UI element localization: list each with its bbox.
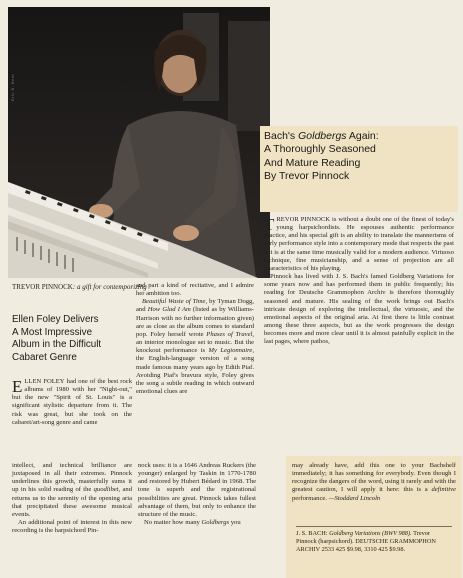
text-run: (listed as by Williams-Harrison with no further information given) are as close as the album comes to standard pop. Foley herself wrote bbox=[136, 306, 254, 338]
divider-rule bbox=[296, 526, 452, 527]
text-run: , and returns us to the serenity of the opening aria that precipitated these awesome musical events. bbox=[12, 486, 132, 518]
song-title: My Legionnaire bbox=[208, 347, 253, 355]
disco-cassette: 3310 425 $9.98. bbox=[364, 545, 406, 553]
goldbergs-term: Goldbergs bbox=[201, 519, 230, 527]
foley-col2-p1: and part a kind of recitative, and I admire her ambition too. bbox=[136, 282, 254, 298]
text-run: , the English-language version of a song made famous many years ago by Edith Piaf. Avoiding Piaf's bravura style, Foley gives the song a subtle reading in which outward emotional clues are bbox=[136, 347, 254, 396]
headline-line1-italic: Goldbergs bbox=[298, 130, 347, 142]
bach-headline bbox=[264, 130, 454, 184]
bach-dropcap: T bbox=[264, 215, 275, 234]
bottom-column-3 bbox=[292, 462, 456, 503]
disco-work: Goldberg Variations (BWV 988). bbox=[329, 530, 412, 537]
disco-composer: J. S. BACH: bbox=[296, 530, 330, 537]
text-run: , by Tyman Dogg, and bbox=[136, 298, 254, 314]
foley-headline-line1: Ellen Foley Delivers bbox=[12, 314, 99, 325]
caption-name: TREVOR PINNOCK bbox=[12, 283, 73, 291]
text-run: you bbox=[229, 519, 241, 527]
foley-col1-text: had one of the best rock albums of 1980 with her "Night-out," but the new "Spirit of St. Louis" is a significant stylistic departure from it. The risk was great, but she took on the cabaret/art-song genre and came bbox=[12, 378, 132, 426]
foley-headline bbox=[12, 314, 130, 364]
bottom-column-1 bbox=[12, 462, 132, 535]
foley-headline-line4: Cabaret Genre bbox=[12, 351, 77, 363]
bach-p1: is without a doubt one of the finest of today's young harpsichordists. He espouses authentic performance practice, and his special gift is an ability to translate the mannerisms of early performance style into a contemporary mode that respects the past but is at the same time musically valid for a modern audience. Virtuoso technique, fine musicianship, and a sense of projection are all characteristics of his playing. bbox=[264, 216, 454, 272]
bach-lead: REVOR PINNOCK bbox=[276, 216, 331, 223]
musician-photo bbox=[8, 7, 270, 278]
bach-p2: Pinnock has lived with J. S. Bach's famed Goldberg Variations for some years now and has performed them in public frequently; his reading for Deutsche Grammophon Archiv is therefore thoroughly seasoned and mature. His sealing of the work brings out Bach's intricate design of exploring the intellectual, the virtuosic, and the emotional aspects of the original aria. At first there is little contrast among these three aspects, but as the work progresses the design becomes more and more clear until it is almost painfully explicit in the last pages, where pathos, bbox=[264, 273, 454, 346]
quodlibet-term: quodlibet bbox=[93, 486, 119, 494]
text-run: may already have, add this one to your Bachshelf immediately; it has something for everybody. Even though I recognize the dangers of the word, using it rarely and with the greatest caution, I will apply it here: this is a bbox=[292, 462, 456, 494]
foley-headline-line2: A Most Impressive bbox=[12, 326, 93, 338]
bach-column bbox=[264, 216, 454, 347]
text-run: No matter how many bbox=[144, 519, 202, 527]
bottom-col1-p2: An additional point of interest in this new recording is the harpsichord Pin- bbox=[12, 519, 132, 535]
headline-line3: And Mature Reading bbox=[264, 156, 361, 169]
caption-text: : a gift for contemporizing bbox=[72, 283, 147, 291]
text-run: intellect, and technical brilliance are juxtaposed in all their extremes. Pinnock underlines this growth, masterfully sums it up in his solid reading of the bbox=[12, 462, 132, 494]
discography-entry bbox=[296, 530, 452, 553]
foley-col2-p2 bbox=[136, 298, 254, 396]
bottom-column-2 bbox=[138, 462, 256, 527]
headline-line2: A Thoroughly Seasoned bbox=[264, 143, 376, 156]
definitive-term: definitive bbox=[431, 486, 456, 494]
bottom-col2-p1: nock uses: it is a 1646 Andreas Ruckers (the younger) enlarged by Taskin in 1770-1780 and restored by Hubert Bédard in 1968. The tone is superb and the registrational possibilities are great. Pinnock takes fullest advantage of them, but only to enhance the structure of the music. bbox=[138, 462, 256, 518]
foley-column-2 bbox=[136, 282, 254, 396]
photo-credit: Eric B. Bent bbox=[10, 73, 15, 101]
headline-line1-pre: Bach's bbox=[264, 130, 299, 142]
foley-dropcap: E bbox=[12, 377, 23, 396]
foley-headline-line3: Album in the Difficult bbox=[12, 339, 102, 351]
song-title: How Glad I Am bbox=[147, 306, 191, 314]
reviewer-signature: —Stoddard Lincoln bbox=[328, 494, 381, 502]
foley-column-1 bbox=[12, 378, 132, 427]
disco-label: Trevor Pinnock (harpsichord). DEUTSCHE GRAMMOPHON ARCHIV 2533 425 $9.98, bbox=[296, 530, 436, 553]
headline-line4: By Trevor Pinnock bbox=[264, 170, 350, 183]
text-run: , an interior monologue set to music. But the knockout performance is bbox=[136, 330, 254, 355]
song-title: Beautiful Waste of Time bbox=[142, 298, 206, 306]
song-title: Phases of Travel bbox=[206, 330, 253, 338]
harpsichordist-illustration bbox=[8, 7, 270, 278]
headline-line1-post: Again: bbox=[346, 130, 379, 142]
foley-lead: LLEN FOLEY bbox=[24, 378, 65, 385]
text-run: performance. bbox=[292, 494, 327, 502]
